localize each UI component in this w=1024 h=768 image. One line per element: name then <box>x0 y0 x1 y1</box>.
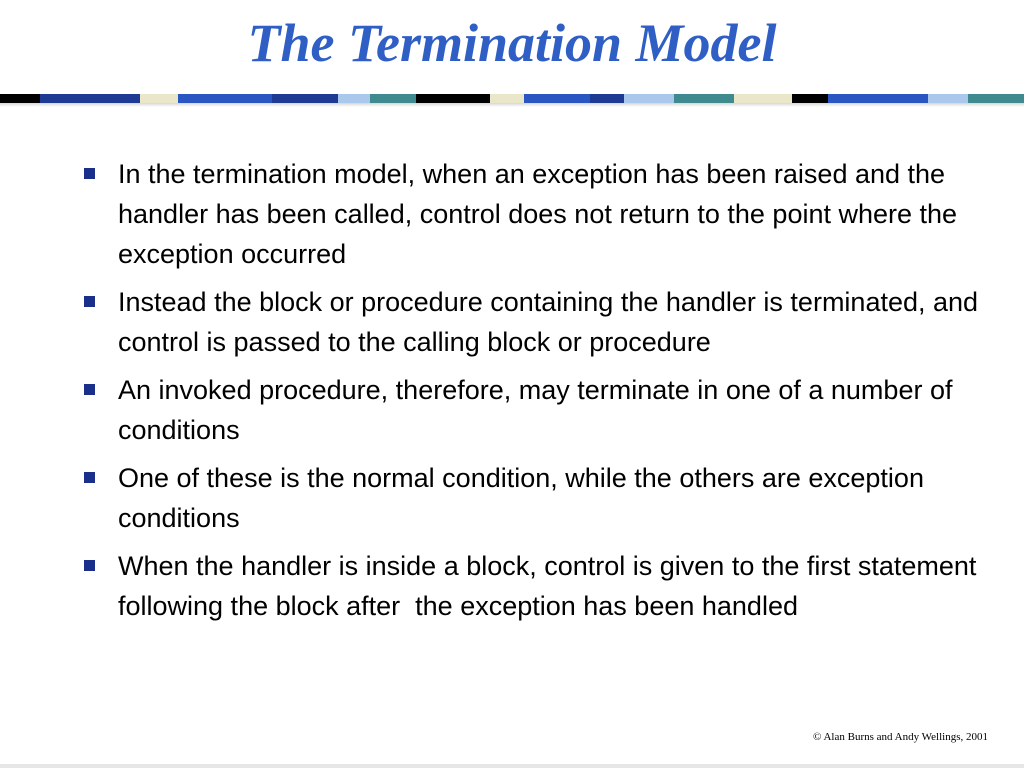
band-segment-cream <box>490 94 524 103</box>
band-segment-cream <box>140 94 178 103</box>
band-segment-lightblue <box>338 94 370 103</box>
band-segment-teal <box>968 94 1024 103</box>
square-bullet-icon <box>84 472 95 483</box>
band-segment-navy <box>40 94 140 103</box>
square-bullet-icon <box>84 560 95 571</box>
band-shadow <box>0 103 1024 107</box>
square-bullet-icon <box>84 384 95 395</box>
band-segment-teal <box>674 94 734 103</box>
bullet-text: An invoked procedure, therefore, may terminate in one of a number of conditions <box>118 375 960 445</box>
decorative-color-band <box>0 94 1024 103</box>
bullet-item <box>84 458 984 538</box>
bottom-divider <box>0 764 1024 768</box>
band-segment-navy <box>272 94 338 103</box>
band-segment-lightblue <box>928 94 968 103</box>
square-bullet-icon <box>84 168 95 179</box>
band-segment-blue <box>178 94 272 103</box>
bullet-item <box>84 282 984 362</box>
slide-title: The Termination Model <box>247 13 777 73</box>
band-segment-blue <box>524 94 590 103</box>
band-segment-black <box>416 94 490 103</box>
bullet-text: Instead the block or procedure containing the handler is terminated, and control is passed to the calling block or procedure <box>118 287 986 357</box>
square-bullet-icon <box>84 296 95 307</box>
band-segment-black <box>0 94 40 103</box>
bullet-item <box>84 546 984 626</box>
bullet-text: One of these is the normal condition, while the others are exception conditions <box>118 463 932 533</box>
band-segment-teal <box>370 94 416 103</box>
band-segment-blue <box>828 94 928 103</box>
band-segment-lightblue <box>624 94 674 103</box>
bullet-text: When the handler is inside a block, control is given to the first statement following the block after the exception has been handled <box>118 551 984 621</box>
band-segment-cream <box>734 94 792 103</box>
bullet-list <box>84 154 984 634</box>
bullet-text: In the termination model, when an exception has been raised and the handler has been called, control does not return to the point where the exception occurred <box>118 159 965 269</box>
bullet-item <box>84 370 984 450</box>
copyright-footer: © Alan Burns and Andy Wellings, 2001 <box>812 731 988 743</box>
band-segment-black <box>792 94 828 103</box>
band-segment-navy <box>590 94 624 103</box>
bullet-item <box>84 154 984 274</box>
